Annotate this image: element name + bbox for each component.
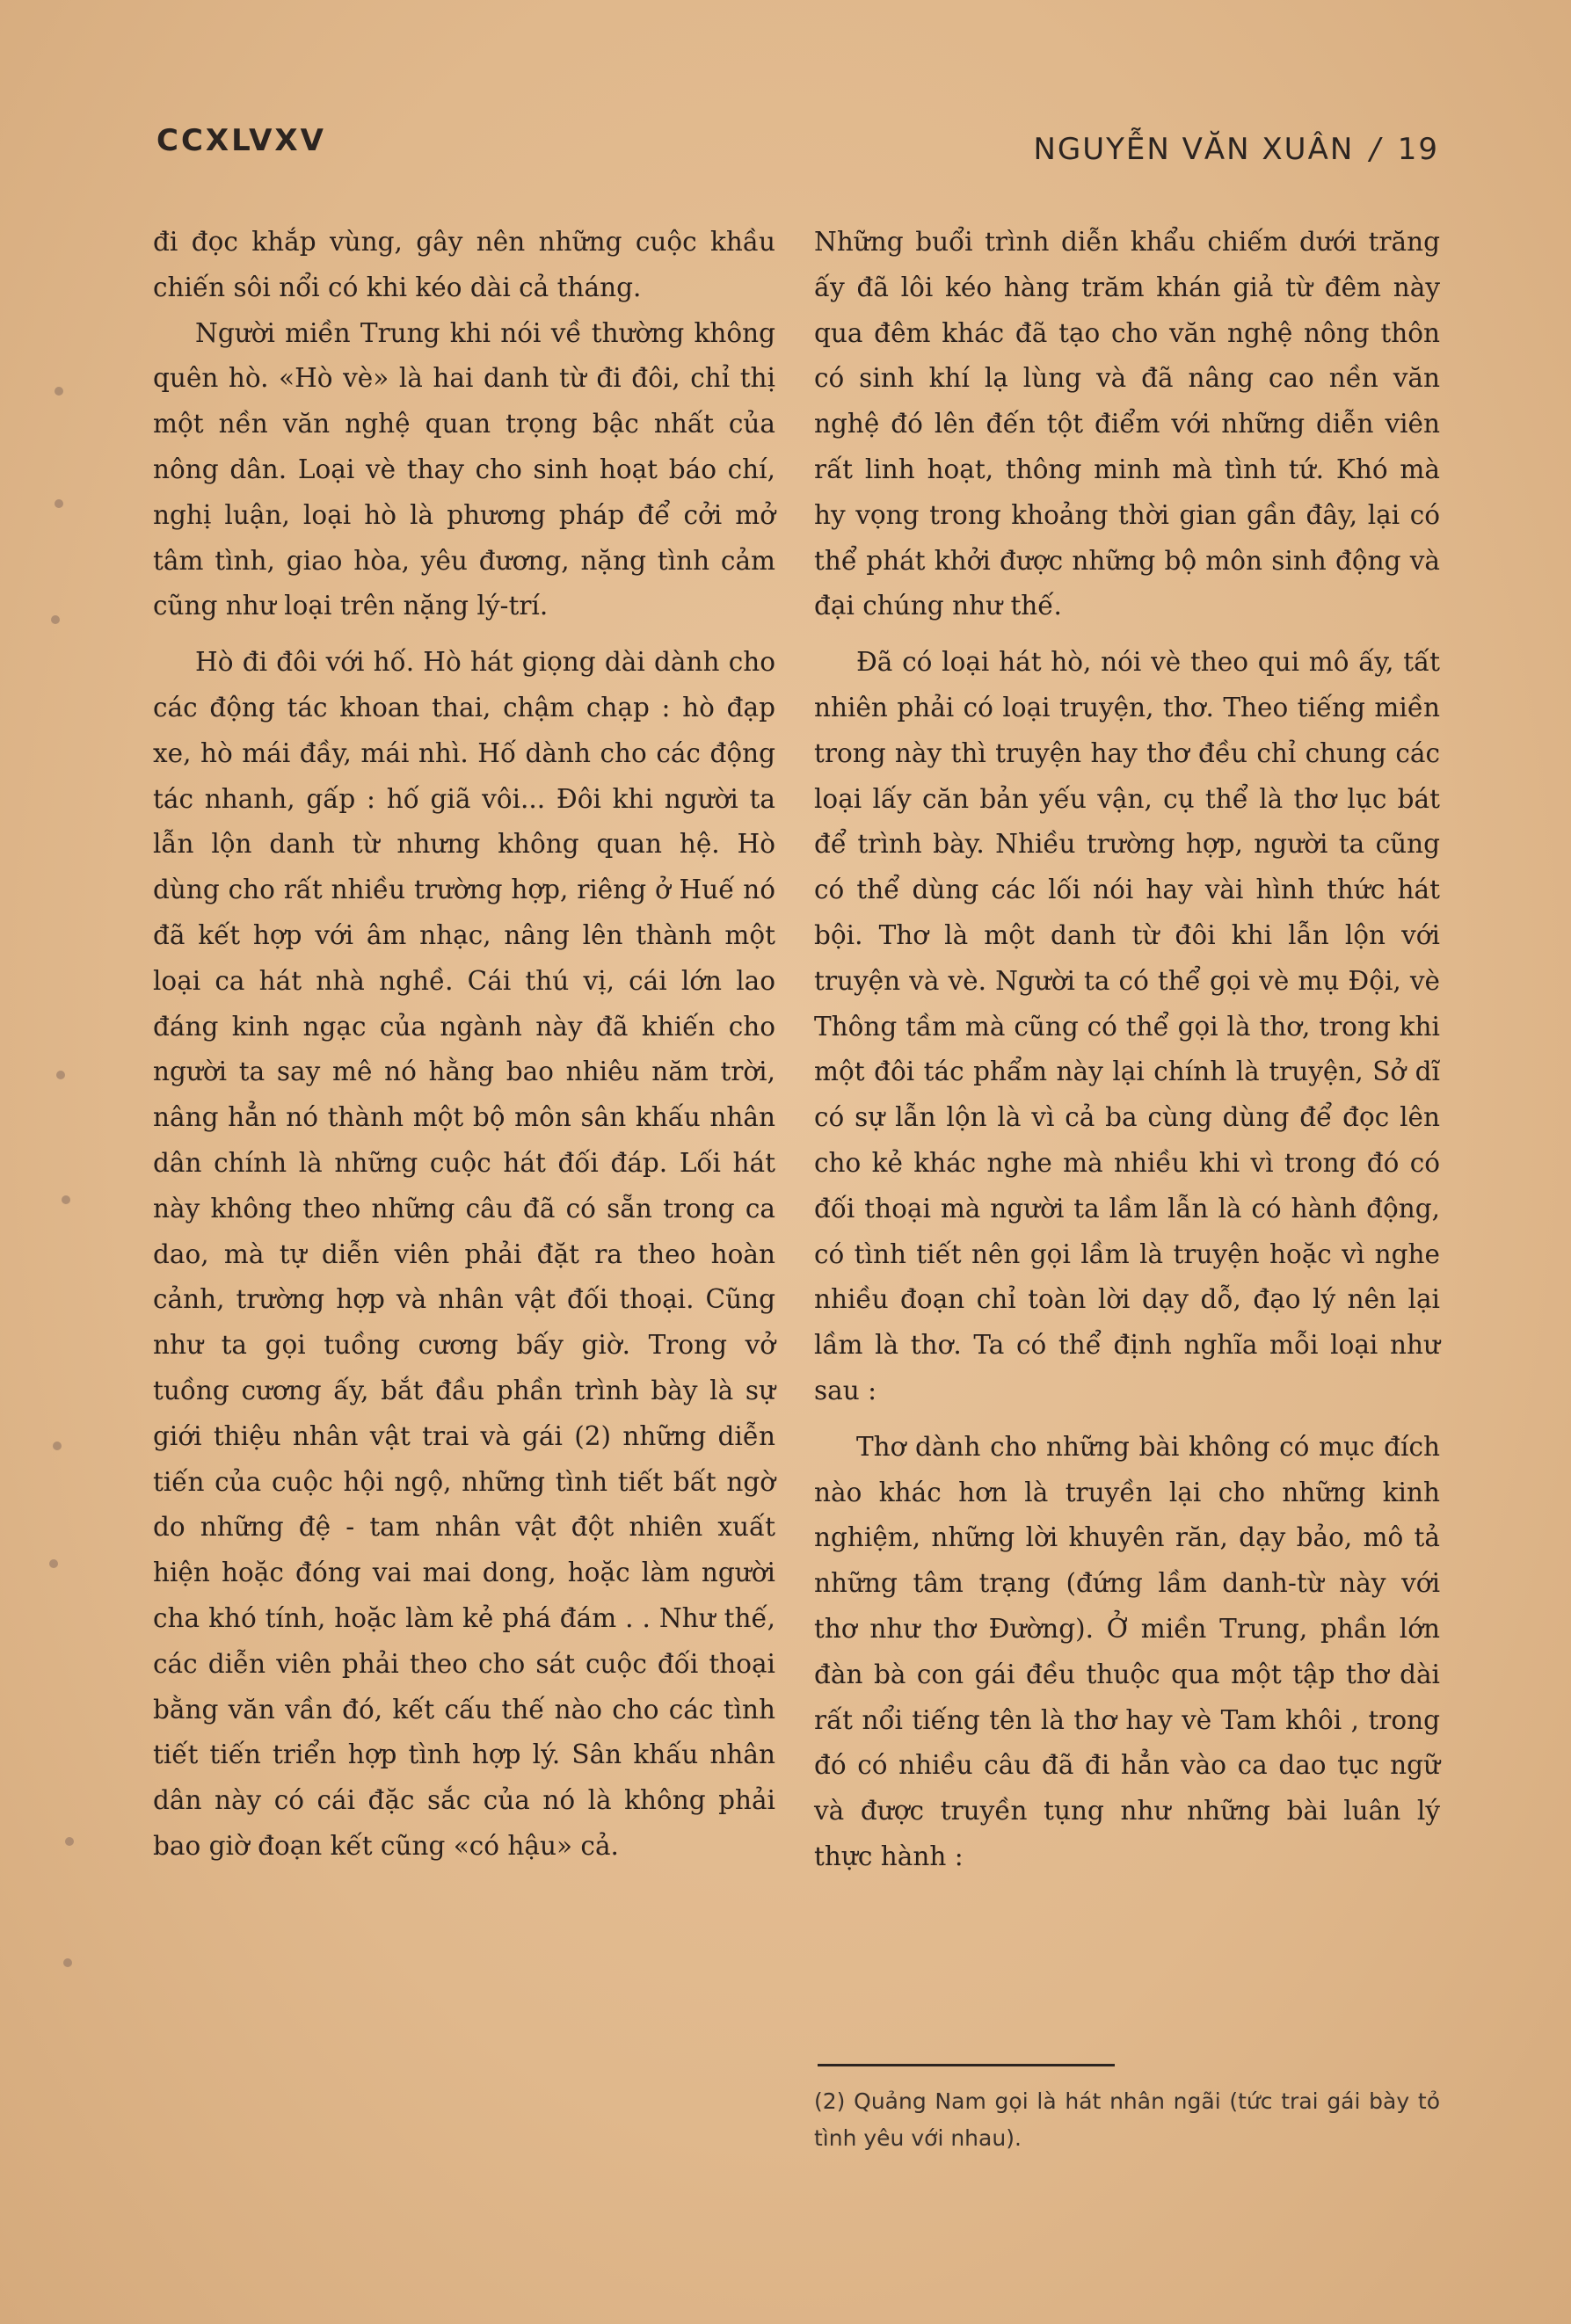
paragraph: Hò đi đôi với hố. Hò hát giọng dài dành cho các động tác khoan thai, chậm chạp : hò đạp xe, hò mái đầy, mái nhì. Hố dành cho các động tác nhanh, gấp : hố giã vôi... Đôi khi người ta lẫn lộn danh từ nhưng không quan hệ. Hò dùng cho rất nhiều trường hợp, riêng ở Huế nó đã kết hợp với âm nhạc, nâng lên thành một loại ca hát nhà nghề. Cái thú vị, cái lớn lao đáng kinh ngạc của ngành này đã khiến cho người ta say mê nó hằng bao nhiêu năm trời, nâng hẳn nó thành một bộ môn sân khấu nhân dân chính là những cuộc hát đối đáp. Lối hát này không theo những câu đã có sẵn trong ca dao, mà tự diễn viên phải đặt ra theo hoàn cảnh, trường hợp và nhân vật đối thoại. Cũng như ta gọi tuồng cương bấy giờ. Trong vở tuồng cương ấy, bắt đầu phần trình bày là sự giới thiệu nhân vật trai và gái (2) những diễn tiến của cuộc hội ngộ, những tình tiết bất ngờ do những đệ - tam nhân vật đột nhiên xuất hiện hoặc đóng vai mai dong, hoặc làm người cha khó tính, hoặc làm kẻ phá đám . . Như thế, các diễn viên phải theo cho sát cuộc đối thoại bằng văn vần đó, kết cấu thế nào cho các tình tiết tiến triển hợp tình hợp lý. Sân khấu nhân dân này có cái đặc sắc của nó là không phải bao giờ đoạn kết cũng «có hậu» cả. (153, 647, 775, 1861)
page-number: 19 (1397, 132, 1439, 167)
header-separator: / (1370, 132, 1382, 167)
paragraph: Đã có loại hát hò, nói vè theo qui mô ấy, tất nhiên phải có loại truyện, thơ. Theo tiếng miền trong này thì truyện hay thơ đều chỉ chung các loại lấy căn bản yếu vận, cụ thể là thơ lục bát để trình bày. Nhiều trường hợp, người ta cũng có thể dùng các lối nói hay vài hình thức hát bội. Thơ là một danh từ đôi khi lẫn lộn với truyện và vè. Người ta có thể gọi vè mụ Đội, vè Thông tầm mà cũng có thể gọi là thơ, trong khi một đôi tác phẩm này lại chính là truyện, Sở dĩ có sự lẫn lộn là vì cả ba cùng dùng để đọc lên cho kẻ khác nghe mà nhiều khi vì trong đó có đối thoại mà người ta lầm lẫn là có hành động, có tình tiết nên gọi lầm là truyện hoặc vì nghe nhiều đoạn chỉ toàn lời dạy dỗ, đạo lý nên lại lầm là thơ. Ta có thể định nghĩa mỗi loại như sau : (814, 647, 1440, 1405)
right-text-column (814, 220, 1440, 1880)
author-name: NGUYỄN VĂN XUÂN (1033, 132, 1355, 167)
running-header-left: CCXLVXV (156, 123, 326, 158)
running-header-right (1033, 132, 1439, 167)
paragraph: Người miền Trung khi nói về thường không quên hò. «Hò vè» là hai danh từ đi đôi, chỉ thị một nền văn nghệ quan trọng bậc nhất của nông dân. Loại vè thay cho sinh hoạt báo chí, nghị luận, loại hò là phương pháp để cởi mở tâm tình, giao hòa, yêu đương, nặng tình cảm cũng như loại trên nặng lý-trí. (153, 317, 775, 621)
footnote-divider (818, 2064, 1115, 2066)
footnote: (2) Quảng Nam gọi là hát nhân ngãi (tức trai gái bày tỏ tình yêu với nhau). (814, 2088, 1440, 2151)
paragraph: Thơ dành cho những bài không có mục đích nào khác hơn là truyền lại cho những kinh nghiệm, những lời khuyên răn, dạy bảo, mô tả những tâm trạng (đứng lầm danh-từ này với thơ như thơ Đường). Ở miền Trung, phần lớn đàn bà con gái đều thuộc qua một tập thơ dài rất nổi tiếng tên là thơ hay vè Tam khôi , trong đó có nhiều câu đã đi hẳn vào ca dao tục ngữ và được truyền tụng như những bài luân lý thực hành : (814, 1431, 1440, 1871)
left-text-column (153, 220, 775, 1870)
paragraph: đi đọc khắp vùng, gây nên những cuộc khầu chiến sôi nổi có khi kéo dài cả tháng. (153, 227, 775, 302)
paragraph: Những buổi trình diễn khẩu chiếm dưới trăng ấy đã lôi kéo hàng trăm khán giả từ đêm này qua đêm khác đã tạo cho văn nghệ nông thôn có sinh khí lạ lùng và đã nâng cao nền văn nghệ đó lên đến tột điểm với những diễn viên rất linh hoạt, thông minh mà tình tứ. Khó mà hy vọng trong khoảng thời gian gần đây, lại có thể phát khởi được những bộ môn sinh động và đại chúng như thế. (814, 227, 1440, 621)
